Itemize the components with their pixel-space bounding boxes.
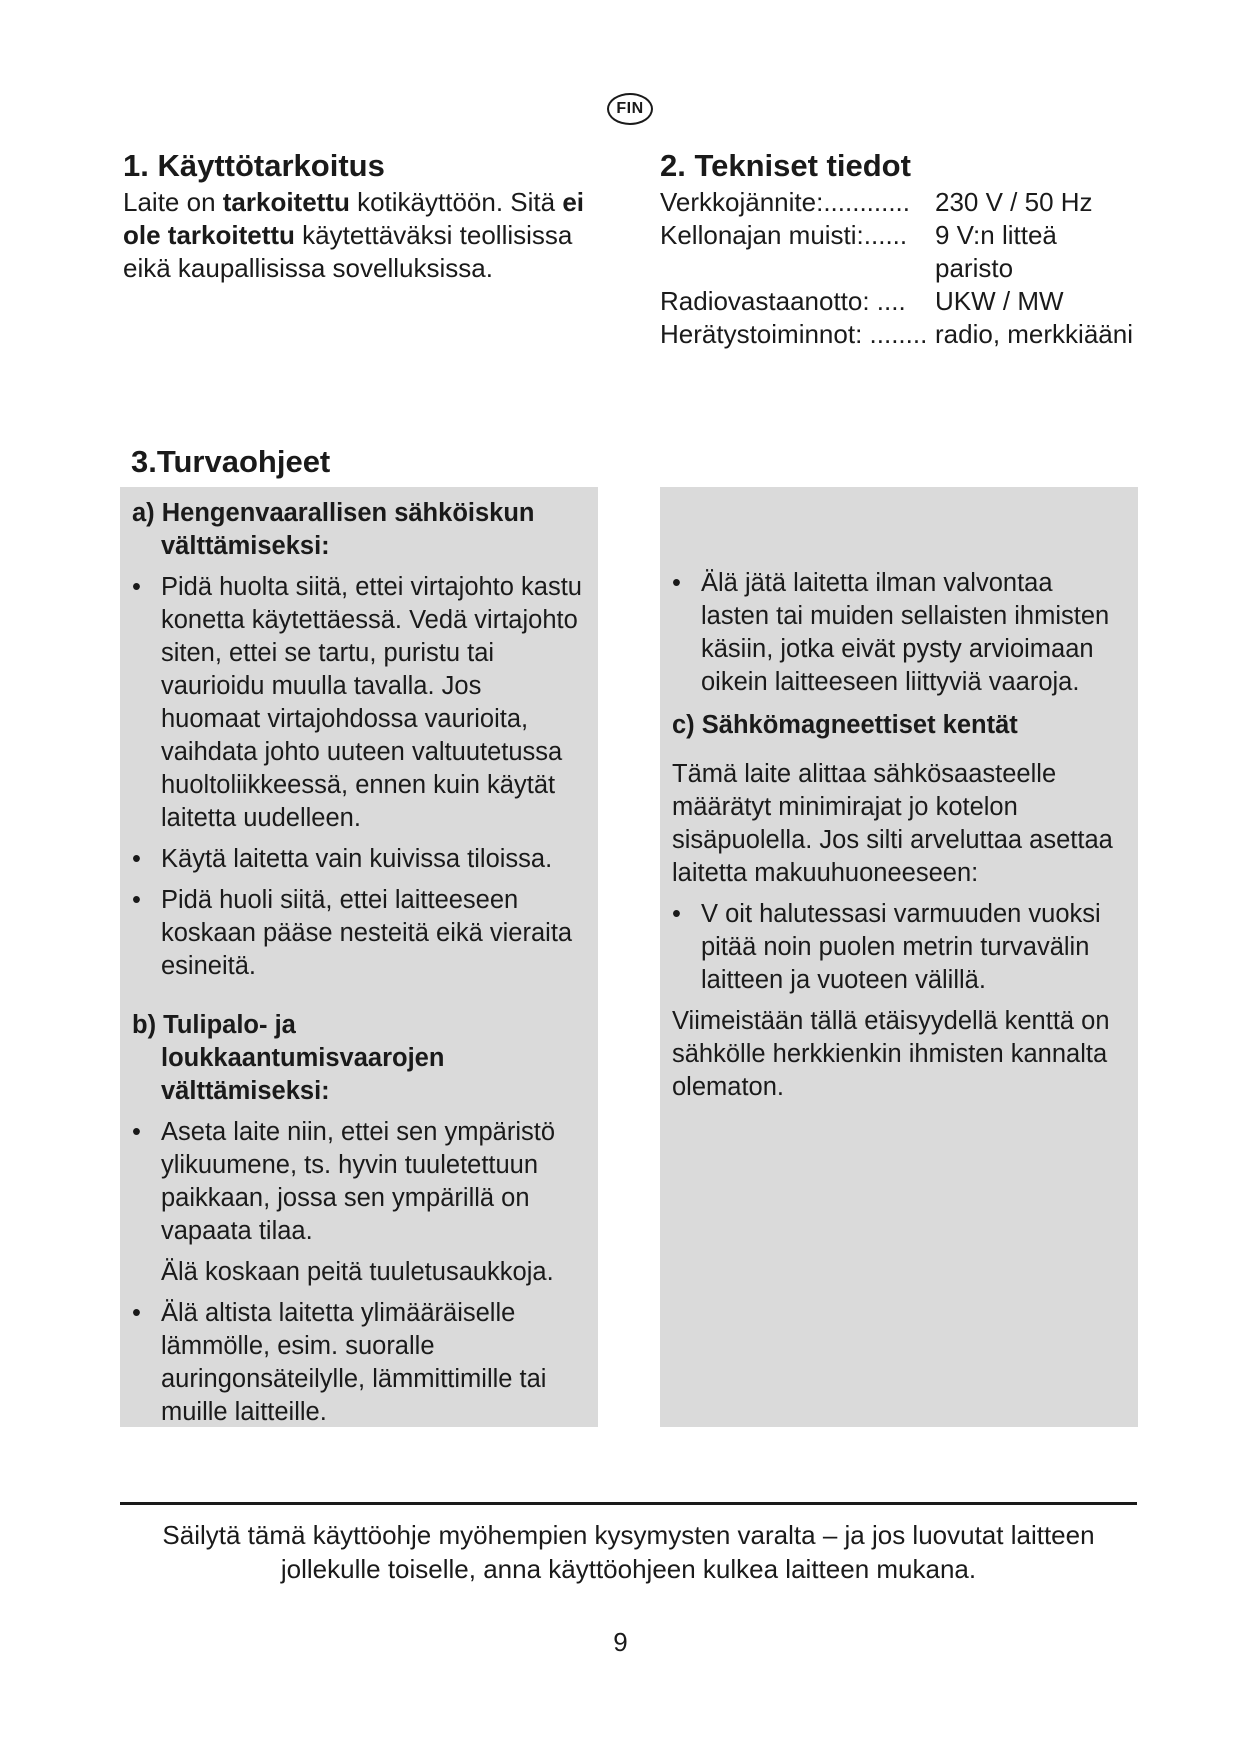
subsection-a-heading: a) Hengenvaarallisen sähköiskun välttämiseksi: bbox=[132, 499, 535, 560]
list-item: • Älä jätä laitetta ilman valvontaa lasten tai muiden sellaisten ihmisten käsiin, jotka eivät pysty arvioimaan oikein laitteeseen liittyviä vaaroja. bbox=[672, 569, 1110, 696]
specs-row bbox=[660, 186, 1160, 219]
usage-text-bold: ei ole tarkoitettu bbox=[123, 187, 585, 250]
specs-label: Verkkojännite:............ bbox=[660, 187, 911, 217]
specs-value: radio, merkkiääni bbox=[935, 319, 1133, 349]
specs-value: paristo bbox=[935, 253, 1014, 283]
footer-note: Säilytä tämä käyttöohje myöhempien kysymysten varalta – ja jos luovutat laitteen jollekulle toiselle, anna käyttöohjeen kulkea laitteen mukana. bbox=[162, 1520, 1095, 1584]
specs-value: UKW / MW bbox=[935, 286, 1064, 316]
subsection-a-list bbox=[132, 571, 586, 983]
specs-row bbox=[660, 285, 1160, 318]
supervision-list bbox=[672, 567, 1124, 699]
list-item: • Pidä huolta siitä, ettei virtajohto kastu konetta käytettäessä. Vedä virtajohto siten, ettei se tartu, puristu tai vaurioidu muulla tavalla. Jos huomaat virtajohdossa vaurioita, vaihdata johto uuteen valtuutetussa huoltoliikkeessä, ennen kuin käytät laitetta uudelleen. bbox=[132, 573, 582, 832]
section-usage-title: 1. Käyttötarkoitus bbox=[123, 148, 385, 183]
safety-panel-left bbox=[120, 487, 598, 1427]
subsection-b-heading: b) Tulipalo- ja loukkaantumisvaarojen välttämiseksi: bbox=[132, 1011, 445, 1105]
specs-label: Herätystoiminnot: ........ bbox=[660, 319, 928, 349]
page-number: 9 bbox=[613, 1627, 628, 1657]
subsection-c-list bbox=[672, 898, 1124, 997]
specs-label bbox=[660, 252, 935, 285]
specs-label: Kellonajan muisti:...... bbox=[660, 220, 908, 250]
usage-text-bold: tarkoitettu bbox=[222, 187, 350, 217]
section-specs-title: 2. Tekniset tiedot bbox=[660, 148, 911, 183]
specs-row bbox=[660, 252, 1160, 285]
language-badge: FIN bbox=[607, 93, 653, 125]
subsection-c-paragraph: Tämä laite alittaa sähkösaasteelle määrätyt minimirajat jo kotelon sisäpuolella. Jos silti arveluttaa asettaa laitetta makuuhuoneeseen: bbox=[672, 760, 1113, 887]
safety-panel-right bbox=[660, 487, 1138, 1427]
section-specs bbox=[660, 148, 1160, 351]
subsection-b-list bbox=[132, 1116, 586, 1248]
specs-table bbox=[660, 186, 1160, 351]
list-item: • Pidä huoli siitä, ettei laitteeseen koskaan pääse nesteitä eikä vieraita esineitä. bbox=[132, 886, 573, 980]
subsection-c-heading: c) Sähkömagneettiset kentät bbox=[672, 711, 1018, 739]
section-safety-title: 3.Turvaohjeet bbox=[131, 444, 331, 479]
usage-text-part: Laite on bbox=[123, 187, 223, 217]
list-item: • Älä altista laitetta ylimääräiselle lämmölle, esim. suoralle auringonsäteilylle, lämmittimille tai muille laitteille. bbox=[132, 1299, 547, 1426]
specs-label: Radiovastaanotto: .... bbox=[660, 286, 906, 316]
specs-row bbox=[660, 318, 1160, 351]
section-usage bbox=[123, 148, 613, 285]
list-item: • Käytä laitetta vain kuivissa tiloissa. bbox=[132, 845, 553, 873]
usage-text-part: kotikäyttöön. Sitä bbox=[349, 187, 563, 217]
list-item: • Aseta laite niin, ettei sen ympäristö ylikuumene, ts. hyvin tuuletettuun paikkaan, jossa sen ympärillä on vapaata tilaa. bbox=[132, 1118, 556, 1245]
subsection-c-conclusion: Viimeistään tällä etäisyydellä kenttä on sähkölle herkkienkin ihmisten kannalta olematon. bbox=[672, 1007, 1110, 1101]
specs-row bbox=[660, 219, 1160, 252]
section-usage-text bbox=[123, 186, 613, 285]
usage-text-part: käytettäväksi teollisissa eikä kaupallisissa sovelluksissa. bbox=[123, 220, 573, 283]
ventilation-note: Älä koskaan peitä tuuletusaukkoja. bbox=[161, 1258, 554, 1286]
list-item: • V oit halutessasi varmuuden vuoksi pitää noin puolen metrin turvavälin laitteen ja vuoteen välillä. bbox=[672, 900, 1101, 994]
footer-divider bbox=[120, 1502, 1137, 1505]
specs-value: 9 V:n litteä bbox=[935, 220, 1057, 250]
specs-value: 230 V / 50 Hz bbox=[935, 187, 1093, 217]
subsection-b-list-2 bbox=[132, 1297, 586, 1429]
